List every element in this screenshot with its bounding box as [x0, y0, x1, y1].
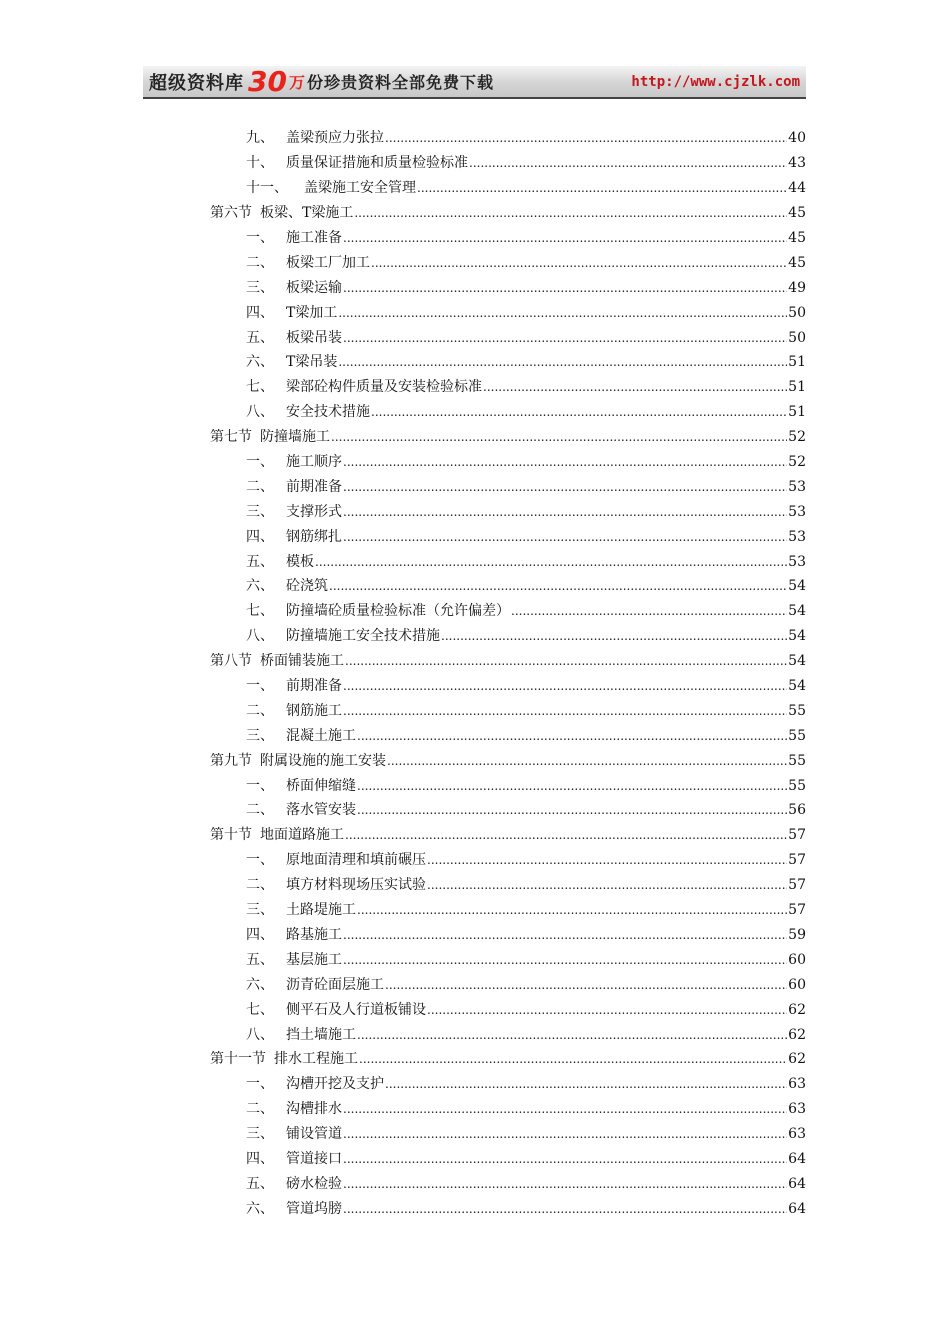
toc-page-number: 64 — [788, 1200, 806, 1217]
toc-item-row[interactable] — [210, 1097, 806, 1122]
toc-entry-title: 防撞墙砼质量检验标准（允许偏差） — [286, 603, 510, 620]
toc-dot-leader — [385, 1075, 787, 1093]
toc-entry-title: 填方材料现场压实试验 — [286, 877, 426, 894]
toc-entry-number: 八、 — [246, 628, 274, 645]
toc-entry-number: 二、 — [246, 478, 274, 495]
toc-entry-title: 沟槽排水 — [286, 1101, 342, 1118]
toc-dot-leader — [427, 876, 787, 894]
toc-entry-title: 板梁、T梁施工 — [260, 205, 354, 222]
toc-item-row[interactable] — [210, 773, 806, 798]
toc-dot-leader — [385, 129, 787, 147]
toc-entry-title: 板梁运输 — [286, 279, 342, 296]
banner-url-link[interactable]: http://www.cjzlk.com — [631, 73, 800, 90]
toc-entry-number: 四、 — [246, 926, 274, 943]
toc-page-number: 51 — [788, 404, 806, 421]
toc-entry-number: 第七节 — [210, 429, 252, 446]
toc-entry-title: 地面道路施工 — [260, 827, 344, 844]
toc-entry-title: 排水工程施工 — [274, 1051, 358, 1068]
toc-entry-title: 梁部砼构件质量及安装检验标准 — [286, 379, 482, 396]
toc-entry-number: 一、 — [246, 852, 274, 869]
toc-entry-title: 板梁吊装 — [286, 329, 342, 346]
toc-entry-title: 支撑形式 — [286, 503, 342, 520]
toc-item-row[interactable] — [210, 325, 806, 350]
toc-entry-number: 一、 — [246, 1076, 274, 1093]
toc-section-row[interactable] — [210, 823, 806, 848]
toc-page-number: 53 — [788, 553, 806, 570]
toc-item-row[interactable] — [210, 375, 806, 400]
toc-item-row[interactable] — [210, 923, 806, 948]
toc-entry-title: 磅水检验 — [286, 1175, 342, 1192]
toc-item-row[interactable] — [210, 947, 806, 972]
toc-item-row[interactable] — [210, 674, 806, 699]
toc-dot-leader — [331, 428, 787, 446]
toc-page-number: 44 — [788, 180, 806, 197]
toc-item-row[interactable] — [210, 176, 806, 201]
toc-item-row[interactable] — [210, 250, 806, 275]
toc-item-row[interactable] — [210, 873, 806, 898]
toc-dot-leader — [338, 353, 787, 371]
toc-entry-title: 盖梁预应力张拉 — [286, 130, 384, 147]
toc-dot-leader — [441, 627, 787, 645]
toc-dot-leader — [343, 926, 787, 944]
toc-entry-title: 沟槽开挖及支护 — [286, 1076, 384, 1093]
toc-dot-leader — [343, 279, 787, 297]
toc-dot-leader — [343, 951, 787, 969]
toc-page-number: 57 — [788, 852, 806, 869]
toc-entry-title: 基层施工 — [286, 951, 342, 968]
toc-entry-number: 二、 — [246, 877, 274, 894]
toc-entry-number: 第九节 — [210, 752, 252, 769]
toc-dot-leader — [359, 1050, 787, 1068]
toc-dot-leader — [315, 553, 787, 571]
toc-entry-number: 七、 — [246, 603, 274, 620]
toc-entry-title: 模板 — [286, 553, 314, 570]
toc-entry-title: 混凝土施工 — [286, 727, 356, 744]
toc-entry-number: 第六节 — [210, 205, 252, 222]
toc-entry-number: 六、 — [246, 976, 274, 993]
toc-entry-title: 施工顺序 — [286, 454, 342, 471]
toc-entry-title: 原地面清理和填前碾压 — [286, 852, 426, 869]
toc-dot-leader — [343, 1100, 787, 1118]
toc-entry-title: 施工准备 — [286, 230, 342, 246]
toc-item-row[interactable] — [210, 1072, 806, 1097]
toc-entry-number: 七、 — [246, 1001, 274, 1018]
toc-page-number: 53 — [788, 503, 806, 520]
toc-item-row[interactable] — [210, 151, 806, 176]
toc-page-number: 56 — [788, 802, 806, 819]
toc-entry-title: 附属设施的施工安装 — [260, 752, 386, 769]
toc-page-number: 62 — [788, 1001, 806, 1018]
toc-entry-title: 前期准备 — [286, 478, 342, 495]
toc-page-number: 54 — [788, 603, 806, 620]
toc-item-row[interactable] — [210, 300, 806, 325]
toc-entry-title: 铺设管道 — [286, 1126, 342, 1143]
toc-entry-number: 十一、 — [246, 180, 288, 197]
toc-item-row[interactable] — [210, 798, 806, 823]
toc-item-row[interactable] — [210, 524, 806, 549]
toc-item-row[interactable] — [210, 898, 806, 923]
toc-entry-number: 六、 — [246, 578, 274, 595]
toc-dot-leader — [343, 229, 787, 247]
toc-dot-leader — [357, 901, 787, 919]
toc-page-number: 52 — [788, 429, 806, 446]
toc-page-number: 45 — [788, 205, 806, 222]
toc-entry-title: 板梁工厂加工 — [286, 254, 370, 271]
toc-entry-number: 三、 — [246, 1126, 274, 1143]
toc-entry-title: T梁吊装 — [286, 354, 338, 371]
toc-item-row[interactable] — [210, 275, 806, 300]
toc-page-number: 51 — [788, 379, 806, 396]
toc-entry-number: 一、 — [246, 230, 274, 246]
toc-dot-leader — [483, 378, 787, 396]
toc-dot-leader — [343, 1125, 787, 1143]
toc-page-number: 55 — [788, 727, 806, 744]
toc-item-row[interactable] — [210, 698, 806, 723]
toc-dot-leader — [354, 204, 787, 222]
toc-entry-title: 侧平石及人行道板铺设 — [286, 1001, 426, 1018]
toc-dot-leader — [387, 752, 787, 770]
toc-item-row[interactable] — [210, 624, 806, 649]
toc-page-number: 60 — [788, 976, 806, 993]
toc-section-row[interactable] — [210, 201, 806, 226]
toc-entry-number: 二、 — [246, 802, 274, 819]
banner-unit: 万 — [288, 73, 305, 92]
toc-entry-title: 管道坞膀 — [286, 1200, 342, 1217]
toc-dot-leader — [371, 403, 787, 421]
toc-dot-leader — [357, 1026, 787, 1044]
toc-dot-leader — [371, 254, 787, 272]
toc-item-row[interactable] — [210, 1171, 806, 1196]
toc-entry-number: 二、 — [246, 702, 274, 719]
toc-entry-number: 三、 — [246, 503, 274, 520]
toc-entry-number: 八、 — [246, 1026, 274, 1043]
toc-page-number: 50 — [788, 304, 806, 321]
toc-page-number: 63 — [788, 1076, 806, 1093]
toc-dot-leader — [345, 652, 787, 670]
toc-item-row[interactable] — [210, 549, 806, 574]
toc-page-number: 55 — [788, 777, 806, 794]
toc-page-number: 51 — [788, 354, 806, 371]
toc-entry-number: 四、 — [246, 528, 274, 545]
toc-entry-number: 第十一节 — [210, 1051, 266, 1068]
toc-entry-number: 六、 — [246, 1200, 274, 1217]
toc-dot-leader — [357, 801, 787, 819]
banner-number: 30 — [248, 64, 287, 98]
toc-dot-leader — [343, 702, 787, 720]
toc-dot-leader — [469, 154, 787, 172]
toc-page-number: 57 — [788, 902, 806, 919]
toc-dot-leader — [345, 826, 787, 844]
toc-entry-number: 五、 — [246, 553, 274, 570]
toc-section-row[interactable] — [210, 748, 806, 773]
toc-page-number: 43 — [788, 155, 806, 172]
toc-entry-number: 三、 — [246, 902, 274, 919]
toc-item-row[interactable] — [210, 1122, 806, 1147]
toc-item-row[interactable] — [210, 1022, 806, 1047]
toc-dot-leader — [343, 1150, 787, 1168]
toc-dot-leader — [343, 677, 787, 695]
toc-page-number: 54 — [788, 628, 806, 645]
toc-page-number: 60 — [788, 951, 806, 968]
toc-dot-leader — [329, 577, 787, 595]
toc-page-number: 45 — [788, 254, 806, 271]
toc-entry-title: 防撞墙施工 — [260, 429, 330, 446]
toc-section-row[interactable] — [210, 425, 806, 450]
toc-dot-leader — [338, 304, 787, 322]
toc-entry-number: 二、 — [246, 1101, 274, 1118]
toc-entry-title: 土路堤施工 — [286, 902, 356, 919]
toc-entry-number: 第十节 — [210, 827, 252, 844]
toc-page-number: 52 — [788, 454, 806, 471]
toc-item-row[interactable] — [210, 848, 806, 873]
toc-page-number: 53 — [788, 478, 806, 495]
toc-page-number: 45 — [788, 230, 806, 246]
toc-page-number: 63 — [788, 1126, 806, 1143]
toc-entry-title: 沥青砼面层施工 — [286, 976, 384, 993]
toc-entry-number: 七、 — [246, 379, 274, 396]
toc-page-number: 57 — [788, 877, 806, 894]
toc-dot-leader — [417, 179, 787, 197]
toc-entry-number: 一、 — [246, 777, 274, 794]
toc-dot-leader — [427, 1001, 787, 1019]
toc-section-row[interactable] — [210, 649, 806, 674]
toc-page-number: 54 — [788, 653, 806, 670]
toc-item-row[interactable] — [210, 599, 806, 624]
toc-item-row[interactable] — [210, 972, 806, 997]
header-banner — [143, 66, 806, 99]
toc-dot-leader — [343, 453, 787, 471]
toc-entry-title: 挡土墙施工 — [286, 1026, 356, 1043]
banner-text-lead: 超级资料库 — [149, 72, 244, 94]
toc-item-row[interactable] — [210, 400, 806, 425]
toc-page-number: 54 — [788, 678, 806, 695]
toc-page-number: 49 — [788, 279, 806, 296]
toc-page-number: 54 — [788, 578, 806, 595]
toc-page-number: 50 — [788, 329, 806, 346]
toc-page-number: 55 — [788, 702, 806, 719]
toc-item-row[interactable] — [210, 126, 806, 151]
toc-section-row[interactable] — [210, 1047, 806, 1072]
banner-text-tail: 份珍贵资料全部免费下载 — [306, 73, 494, 92]
toc-entry-number: 一、 — [246, 678, 274, 695]
toc-dot-leader — [343, 329, 787, 347]
toc-entry-title: 桥面铺装施工 — [260, 653, 344, 670]
toc-entry-title: 桥面伸缩缝 — [286, 777, 356, 794]
toc-page-number: 64 — [788, 1175, 806, 1192]
toc-dot-leader — [343, 1200, 787, 1218]
table-of-contents — [210, 126, 806, 1221]
toc-entry-title: 落水管安装 — [286, 802, 356, 819]
toc-entry-title: 砼浇筑 — [286, 578, 328, 595]
toc-dot-leader — [511, 602, 787, 620]
toc-entry-title: 路基施工 — [286, 926, 342, 943]
toc-dot-leader — [427, 851, 787, 869]
toc-entry-number: 三、 — [246, 727, 274, 744]
toc-dot-leader — [357, 777, 787, 795]
toc-entry-title: 盖梁施工安全管理 — [304, 180, 416, 197]
toc-item-row[interactable] — [210, 350, 806, 375]
toc-entry-title: 钢筋施工 — [286, 702, 342, 719]
toc-entry-title: 质量保证措施和质量检验标准 — [286, 155, 468, 172]
toc-entry-title: 管道接口 — [286, 1150, 342, 1167]
toc-entry-title: 防撞墙施工安全技术措施 — [286, 628, 440, 645]
toc-dot-leader — [343, 503, 787, 521]
toc-entry-number: 二、 — [246, 254, 274, 271]
toc-entry-number: 十、 — [246, 155, 274, 172]
toc-page-number: 62 — [788, 1051, 806, 1068]
toc-entry-number: 四、 — [246, 304, 274, 321]
toc-entry-title: 前期准备 — [286, 678, 342, 695]
toc-entry-title: T梁加工 — [286, 304, 338, 321]
toc-page-number: 59 — [788, 926, 806, 943]
toc-dot-leader — [385, 976, 787, 994]
toc-page-number: 57 — [788, 827, 806, 844]
toc-entry-number: 九、 — [246, 130, 274, 147]
toc-item-row[interactable] — [210, 1147, 806, 1172]
toc-entry-number: 第八节 — [210, 653, 252, 670]
toc-page-number: 40 — [788, 130, 806, 147]
toc-entry-number: 四、 — [246, 1150, 274, 1167]
toc-dot-leader — [357, 727, 787, 745]
toc-item-row[interactable] — [210, 997, 806, 1022]
toc-item-row[interactable] — [210, 450, 806, 475]
toc-entry-number: 八、 — [246, 404, 274, 421]
toc-entry-number: 五、 — [246, 951, 274, 968]
toc-page-number: 55 — [788, 752, 806, 769]
toc-page-number: 63 — [788, 1101, 806, 1118]
toc-page-number: 53 — [788, 528, 806, 545]
toc-entry-title: 安全技术措施 — [286, 404, 370, 421]
toc-item-row[interactable] — [210, 574, 806, 599]
toc-entry-number: 五、 — [246, 1175, 274, 1192]
toc-dot-leader — [343, 478, 787, 496]
toc-entry-number: 一、 — [246, 454, 274, 471]
toc-entry-number: 六、 — [246, 354, 274, 371]
toc-entry-number: 三、 — [246, 279, 274, 296]
toc-entry-title: 钢筋绑扎 — [286, 528, 342, 545]
toc-dot-leader — [343, 1175, 787, 1193]
toc-item-row[interactable] — [210, 499, 806, 524]
toc-item-row[interactable] — [210, 226, 806, 251]
toc-page-number: 64 — [788, 1150, 806, 1167]
toc-item-row[interactable] — [210, 1196, 806, 1221]
toc-item-row[interactable] — [210, 474, 806, 499]
toc-entry-number: 五、 — [246, 329, 274, 346]
toc-page-number: 62 — [788, 1026, 806, 1043]
toc-dot-leader — [343, 528, 787, 546]
toc-item-row[interactable] — [210, 723, 806, 748]
